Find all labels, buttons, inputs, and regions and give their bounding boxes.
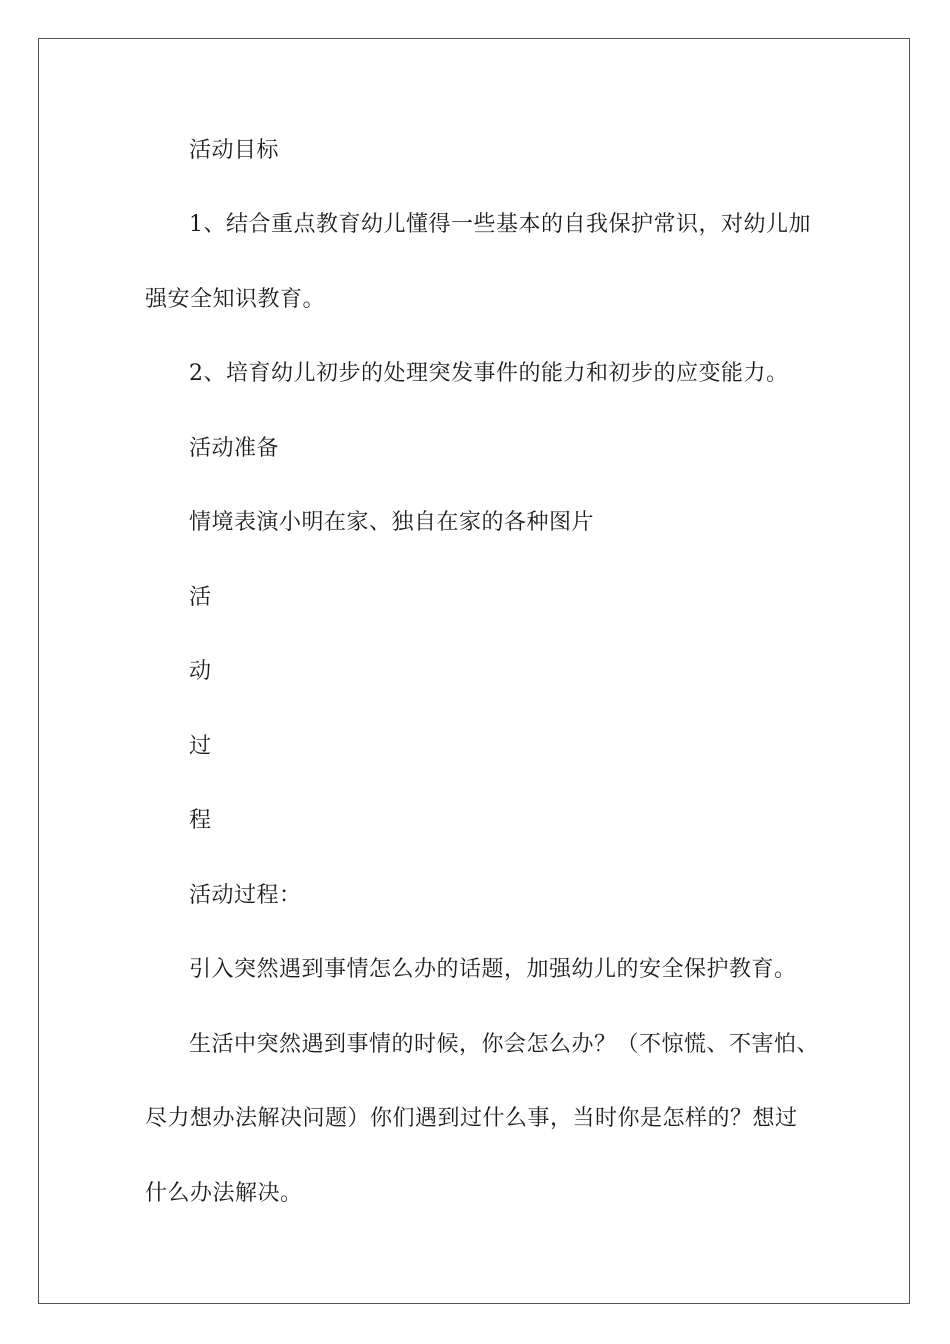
heading-activity-prep: 活动准备	[189, 436, 280, 461]
heading-activity-process: 活动过程：	[189, 883, 302, 908]
vertical-char-2: 动	[189, 659, 212, 684]
vertical-char-1: 活	[189, 585, 212, 610]
heading-activity-goals: 活动目标	[189, 138, 280, 163]
vertical-char-4: 程	[189, 808, 212, 833]
vertical-char-3: 过	[189, 734, 212, 759]
goal-1-line-1: 1、结合重点教育幼儿懂得一些基本的自我保护常识，对幼儿加	[189, 212, 811, 237]
goal-2: 2、培育幼儿初步的处理突发事件的能力和初步的应变能力。	[189, 361, 789, 386]
prep-materials: 情境表演小明在家、独自在家的各种图片	[189, 510, 595, 535]
process-question-line-2: 尽力想办法解决问题）你们遇到过什么事，当时你是怎样的？想过	[145, 1106, 798, 1131]
process-question-line-1: 生活中突然遇到事情的时候，你会怎么办？（不惊慌、不害怕、	[189, 1032, 820, 1057]
goal-1-line-2: 强安全知识教育。	[145, 287, 326, 312]
process-question-line-3: 什么办法解决。	[145, 1181, 303, 1206]
process-intro: 引入突然遇到事情怎么办的话题，加强幼儿的安全保护教育。	[189, 957, 797, 982]
